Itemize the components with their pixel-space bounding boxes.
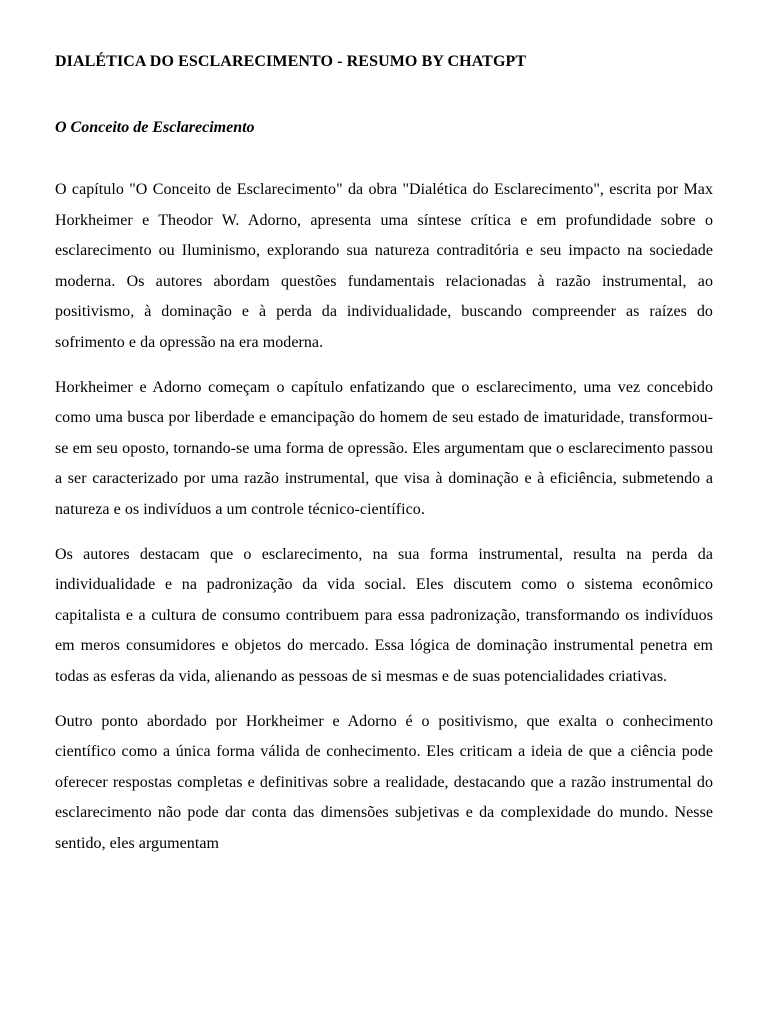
paragraph-4: Outro ponto abordado por Horkheimer e Adorno é o positivismo, que exalta o conhecimento científico como a única forma válida de conhecimento. Eles criticam a ideia de que a ciência pode oferecer respostas completas e definitivas sobre a realidade, destacando que a razão instrumental do esclarecimento não pode dar conta das dimensões subjetivas e da complexidade do mundo. Nesse sentido, eles argumentam bbox=[55, 712, 713, 852]
document-body bbox=[55, 175, 713, 859]
document-title: DIALÉTICA DO ESCLARECIMENTO - RESUMO BY CHATGPT bbox=[55, 53, 527, 70]
paragraph-2: Horkheimer e Adorno começam o capítulo enfatizando que o esclarecimento, uma vez concebido como uma busca por liberdade e emancipação do homem de seu estado de imaturidade, transformou-se em seu oposto, tornando-se uma forma de opressão. Eles argumentam que o esclarecimento passou a ser caracterizado por uma razão instrumental, que visa à dominação e à eficiência, submetendo a natureza e os indivíduos a um controle técnico-científico. bbox=[55, 378, 713, 518]
section-heading: O Conceito de Esclarecimento bbox=[55, 119, 255, 136]
paragraph-3: Os autores destacam que o esclarecimento, na sua forma instrumental, resulta na perda da individualidade e na padronização da vida social. Eles discutem como o sistema econômico capitalista e a cultura de consumo contribuem para essa padronização, transformando os indivíduos em meros consumidores e objetos do mercado. Essa lógica de dominação instrumental penetra em todas as esferas da vida, alienando as pessoas de si mesmas e de suas potencialidades criativas. bbox=[55, 545, 713, 685]
paragraph-1: O capítulo "O Conceito de Esclarecimento" da obra "Dialética do Esclarecimento", escrita por Max Horkheimer e Theodor W. Adorno, apresenta uma síntese crítica e em profundidade sobre o esclarecimento ou Iluminismo, explorando sua natureza contraditória e seu impacto na sociedade moderna. Os autores abordam questões fundamentais relacionadas à razão instrumental, ao positivismo, à dominação e à perda da individualidade, buscando compreender as raízes do sofrimento e da opressão na era moderna. bbox=[55, 181, 713, 351]
